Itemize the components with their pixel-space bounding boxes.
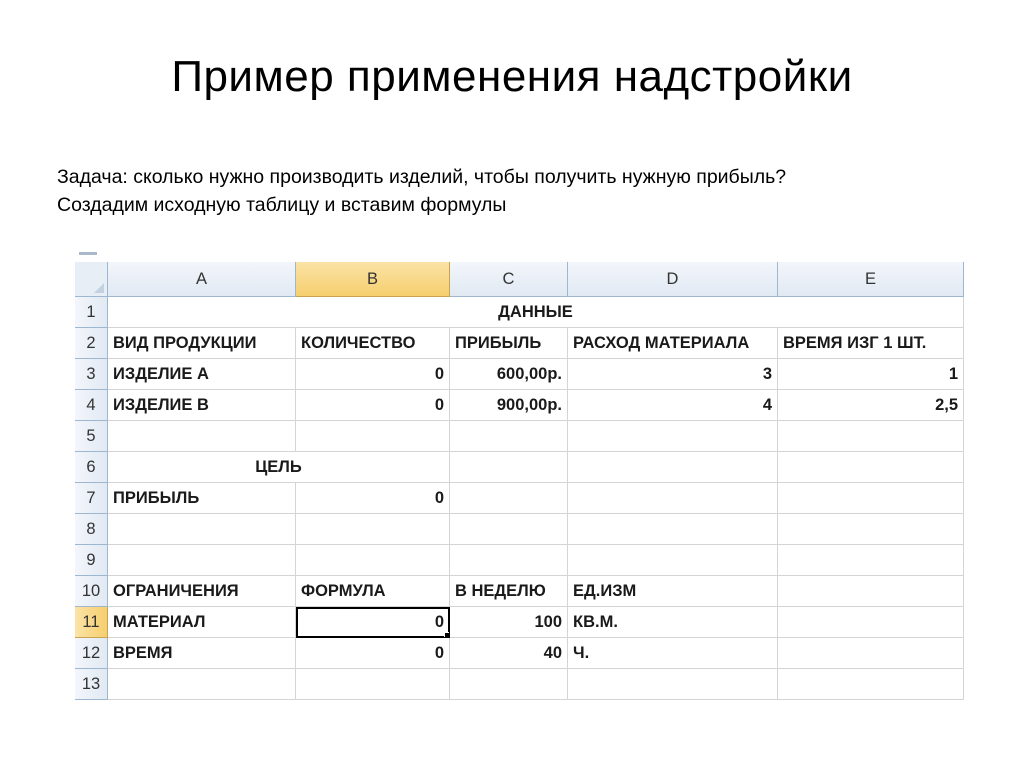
row-header[interactable]: 3 bbox=[75, 359, 108, 390]
cell-b10[interactable]: ФОРМУЛА bbox=[296, 576, 450, 607]
cell-d12[interactable]: Ч. bbox=[568, 638, 778, 669]
cell-a7[interactable]: ПРИБЫЛЬ bbox=[108, 483, 296, 514]
table-row bbox=[75, 545, 964, 576]
slide-title: Пример применения надстройки bbox=[171, 52, 853, 101]
cell-a12[interactable]: ВРЕМЯ bbox=[108, 638, 296, 669]
cell-c10[interactable]: В НЕДЕЛЮ bbox=[450, 576, 568, 607]
table-row bbox=[75, 638, 964, 669]
cell-a6-merged[interactable]: ЦЕЛЬ bbox=[108, 452, 450, 483]
table-row bbox=[75, 297, 964, 328]
row-header[interactable]: 12 bbox=[75, 638, 108, 669]
cell-e2[interactable]: ВРЕМЯ ИЗГ 1 ШТ. bbox=[778, 328, 964, 359]
column-header-d[interactable]: D bbox=[568, 262, 778, 297]
instruction-text: Создадим исходную таблицу и вставим формулы bbox=[57, 194, 507, 216]
cell-c6[interactable] bbox=[450, 452, 568, 483]
table-row bbox=[75, 328, 964, 359]
toolbar-fragment bbox=[79, 252, 97, 255]
cell-a11[interactable]: МАТЕРИАЛ bbox=[108, 607, 296, 638]
cell-e7[interactable] bbox=[778, 483, 964, 514]
cell-c4[interactable]: 900,00р. bbox=[450, 390, 568, 421]
cell-c13[interactable] bbox=[450, 669, 568, 700]
column-header-c[interactable]: C bbox=[450, 262, 568, 297]
cell-b4[interactable]: 0 bbox=[296, 390, 450, 421]
cell-b2[interactable]: КОЛИЧЕСТВО bbox=[296, 328, 450, 359]
row-header[interactable]: 9 bbox=[75, 545, 108, 576]
cell-e12[interactable] bbox=[778, 638, 964, 669]
row-header[interactable]: 2 bbox=[75, 328, 108, 359]
cell-a9[interactable] bbox=[108, 545, 296, 576]
cell-b5[interactable] bbox=[296, 421, 450, 452]
cell-a5[interactable] bbox=[108, 421, 296, 452]
cell-c12[interactable]: 40 bbox=[450, 638, 568, 669]
slide-text bbox=[57, 163, 786, 219]
cell-d4[interactable]: 4 bbox=[568, 390, 778, 421]
table-row bbox=[75, 421, 964, 452]
cell-c11[interactable]: 100 bbox=[450, 607, 568, 638]
row-header[interactable]: 11 bbox=[75, 607, 108, 638]
table-row bbox=[75, 483, 964, 514]
cell-a10[interactable]: ОГРАНИЧЕНИЯ bbox=[108, 576, 296, 607]
cell-c8[interactable] bbox=[450, 514, 568, 545]
cell-d13[interactable] bbox=[568, 669, 778, 700]
row-header[interactable]: 13 bbox=[75, 669, 108, 700]
table-row bbox=[75, 390, 964, 421]
column-header-row bbox=[75, 262, 964, 297]
cell-b3[interactable]: 0 bbox=[296, 359, 450, 390]
cell-e9[interactable] bbox=[778, 545, 964, 576]
cell-d2[interactable]: РАСХОД МАТЕРИАЛА bbox=[568, 328, 778, 359]
cell-a3[interactable]: ИЗДЕЛИЕ А bbox=[108, 359, 296, 390]
select-all-corner[interactable] bbox=[75, 262, 108, 297]
table-row bbox=[75, 576, 964, 607]
cell-e10[interactable] bbox=[778, 576, 964, 607]
cell-c3[interactable]: 600,00р. bbox=[450, 359, 568, 390]
cell-c9[interactable] bbox=[450, 545, 568, 576]
row-header[interactable]: 10 bbox=[75, 576, 108, 607]
cell-c7[interactable] bbox=[450, 483, 568, 514]
column-header-a[interactable]: A bbox=[108, 262, 296, 297]
cell-e6[interactable] bbox=[778, 452, 964, 483]
cell-e5[interactable] bbox=[778, 421, 964, 452]
cell-e8[interactable] bbox=[778, 514, 964, 545]
cell-a2[interactable]: ВИД ПРОДУКЦИИ bbox=[108, 328, 296, 359]
row-header[interactable]: 6 bbox=[75, 452, 108, 483]
cell-a13[interactable] bbox=[108, 669, 296, 700]
cell-c5[interactable] bbox=[450, 421, 568, 452]
table-row bbox=[75, 514, 964, 545]
cell-b12[interactable]: 0 bbox=[296, 638, 450, 669]
cell-e4[interactable]: 2,5 bbox=[778, 390, 964, 421]
cell-d9[interactable] bbox=[568, 545, 778, 576]
cell-d5[interactable] bbox=[568, 421, 778, 452]
column-header-b[interactable]: B bbox=[296, 262, 450, 297]
cell-d10[interactable]: ЕД.ИЗМ bbox=[568, 576, 778, 607]
cell-a1-merged[interactable]: ДАННЫЕ bbox=[108, 297, 964, 328]
cell-d11[interactable]: КВ.М. bbox=[568, 607, 778, 638]
cell-b7[interactable]: 0 bbox=[296, 483, 450, 514]
row-header[interactable]: 7 bbox=[75, 483, 108, 514]
cell-b9[interactable] bbox=[296, 545, 450, 576]
table-row bbox=[75, 359, 964, 390]
cell-e13[interactable] bbox=[778, 669, 964, 700]
cell-b11-active[interactable]: 0 bbox=[296, 607, 450, 638]
table-row bbox=[75, 452, 964, 483]
column-header-e[interactable]: E bbox=[778, 262, 964, 297]
cell-b8[interactable] bbox=[296, 514, 450, 545]
cell-e3[interactable]: 1 bbox=[778, 359, 964, 390]
spreadsheet bbox=[75, 262, 964, 700]
cell-d3[interactable]: 3 bbox=[568, 359, 778, 390]
cell-e11[interactable] bbox=[778, 607, 964, 638]
cell-a8[interactable] bbox=[108, 514, 296, 545]
cell-d7[interactable] bbox=[568, 483, 778, 514]
cell-d8[interactable] bbox=[568, 514, 778, 545]
cell-a4[interactable]: ИЗДЕЛИЕ В bbox=[108, 390, 296, 421]
task-text: Задача: сколько нужно производить изделий, чтобы получить нужную прибыль? bbox=[57, 166, 787, 188]
row-header[interactable]: 1 bbox=[75, 297, 108, 328]
row-header[interactable]: 4 bbox=[75, 390, 108, 421]
cell-c2[interactable]: ПРИБЫЛЬ bbox=[450, 328, 568, 359]
cell-d6[interactable] bbox=[568, 452, 778, 483]
table-row bbox=[75, 607, 964, 638]
row-header[interactable]: 8 bbox=[75, 514, 108, 545]
row-header[interactable]: 5 bbox=[75, 421, 108, 452]
table-row bbox=[75, 669, 964, 700]
cell-b13[interactable] bbox=[296, 669, 450, 700]
